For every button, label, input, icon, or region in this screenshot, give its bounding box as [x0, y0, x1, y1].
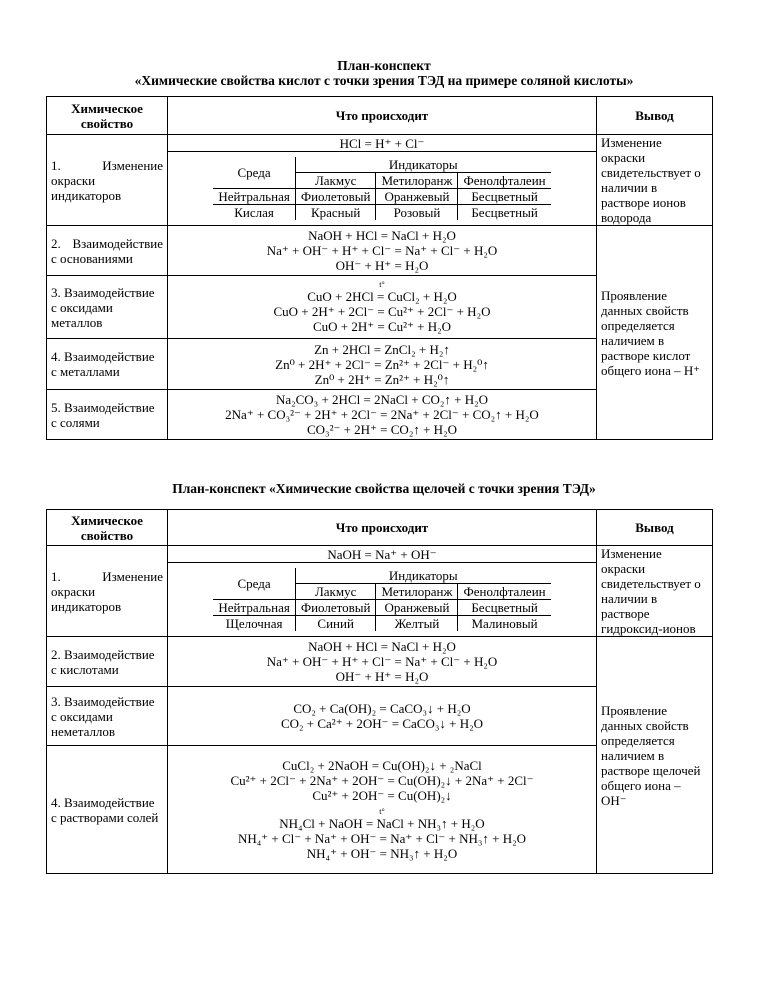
indicator-name: Фенолфталеин [458, 584, 551, 600]
indicators-header: Индикаторы [295, 568, 550, 584]
header-property: Химическое свойство [47, 97, 168, 135]
color-value: Фиолетовый [295, 600, 376, 616]
alkali-properties-table [46, 509, 713, 874]
conclusion-1: Изменение окраски свидетельствует о наличии в растворе ионов водорода [597, 135, 713, 226]
equation-line: CuO + 2H⁺ = Cu²⁺ + H₂O [312, 319, 452, 334]
property-1: 1. Изменение окраски индикаторов [47, 546, 168, 637]
color-value: Бесцветный [458, 600, 551, 616]
header-property: Химическое свойство [47, 510, 168, 546]
indicator-name: Лакмус [295, 173, 376, 189]
color-value: Желтый [376, 616, 458, 632]
equation-line: Na⁺ + OH⁻ + H⁺ + Cl⁻ = Na⁺ + Cl⁻ + H₂O [266, 243, 498, 258]
equation-line: CO₂ + Ca²⁺ + 2OH⁻ = CaCO₃↓ + H₂O [280, 716, 484, 731]
equation-line: CO₂ + Ca(OH)₂ = CaCO₃↓ + H₂O [293, 701, 471, 716]
indicator-cell [168, 563, 597, 637]
indicator-name: Метилоранж [376, 173, 458, 189]
equation-line: Zn + 2HCl = ZnCl₂ + H₂↑ [314, 341, 450, 357]
property-4: 4. Взаимодействие с металлами [47, 339, 168, 390]
equation-line: NH₄⁺ + OH⁻ = NH₃↑ + H₂O [306, 846, 458, 861]
conclusion-2: Проявление данных свойств определяется наличием в растворе щелочей общего иона – OH⁻ [597, 637, 713, 874]
equation-line: Zn⁰ + 2H⁺ = Zn²⁺ + H₂⁰↑ [314, 371, 450, 387]
medium-value: Нейтральная [213, 189, 295, 205]
property-2: 2. Взаимодействие с кислотами [47, 637, 168, 687]
equation-line: Cu²⁺ + 2Cl⁻ + 2Na⁺ + 2OH⁻ = Cu(OH)₂↓ + 2Na⁺ + 2Cl⁻ [230, 773, 534, 788]
doc2-title: План-конспект «Химические свойства щелочей с точки зрения ТЭД» [172, 481, 596, 496]
color-value: Фиолетовый [295, 189, 376, 205]
equations-2 [168, 226, 597, 276]
color-value: Оранжевый [376, 189, 458, 205]
equation-line: NaOH + HCl = NaCl + H₂O [308, 228, 456, 243]
doc1-title-line2: «Химические свойства кислот с точки зрения ТЭД на примере соляной кислоты» [134, 73, 634, 88]
equation-line: NH₄⁺ + Cl⁻ + Na⁺ + OH⁻ = Na⁺ + Cl⁻ + NH₃↑ + H₂O [237, 831, 527, 846]
color-value: Оранжевый [376, 600, 458, 616]
color-value: Малиновый [458, 616, 551, 632]
property-2: 2. Взаимодействие с основаниями [47, 226, 168, 276]
indicator-name: Лакмус [295, 584, 376, 600]
property-5: 5. Взаимодействие с солями [47, 390, 168, 440]
indicator-name: Метилоранж [376, 584, 458, 600]
equation-line: Na⁺ + OH⁻ + H⁺ + Cl⁻ = Na⁺ + Cl⁻ + H₂O [266, 654, 498, 669]
color-value: Бесцветный [458, 205, 551, 221]
equations-4 [168, 746, 597, 874]
color-value: Синий [295, 616, 376, 632]
equations-3 [168, 687, 597, 746]
temperature-mark: t° [379, 807, 385, 816]
equation-line: 2Na⁺ + CO₃²⁻ + 2H⁺ + 2Cl⁻ = 2Na⁺ + 2Cl⁻ + CO₂↑ + H₂O [225, 407, 539, 422]
equation-line: CuO + 2HCl = CuCl₂ + H₂O [307, 289, 457, 304]
header-what: Что происходит [168, 510, 597, 546]
equation-line: NaOH + HCl = NaCl + H₂O [308, 639, 456, 654]
equation-line: Zn⁰ + 2H⁺ + 2Cl⁻ = Zn²⁺ + 2Cl⁻ + H₂⁰↑ [275, 356, 489, 372]
equation-line: NH₄Cl + NaOH = NaCl + NH₃↑ + H₂O [279, 816, 485, 831]
medium-value: Кислая [213, 205, 295, 221]
equations-2 [168, 637, 597, 687]
equation-line: Cu²⁺ + 2OH⁻ = Cu(OH)₂↓ [312, 788, 452, 803]
equation-line: CuO + 2H⁺ + 2Cl⁻ = Cu²⁺ + 2Cl⁻ + H₂O [273, 304, 491, 319]
acid-properties-table [46, 96, 713, 440]
dissociation-equation: NaOH = Na⁺ + OH⁻ [168, 546, 597, 563]
header-conclusion: Вывод [597, 97, 713, 135]
equation-line: CO₃²⁻ + 2H⁺ = CO₂↑ + H₂O [307, 422, 457, 437]
conclusion-1: Изменение окраски свидетельствует о наличии в растворе гидроксид-ионов [597, 546, 713, 637]
indicator-cell [168, 152, 597, 226]
doc1-title-line1: План-конспект [337, 58, 431, 73]
equation-line: Na₂CO₃ + 2HCl = 2NaCl + CO₂↑ + H₂O [275, 392, 489, 407]
medium-header: Среда [213, 157, 295, 189]
property-3: 3. Взаимодействие с оксидами металлов [47, 276, 168, 339]
equations-4 [168, 339, 597, 390]
color-value: Бесцветный [458, 189, 551, 205]
color-value: Розовый [376, 205, 458, 221]
equation-line: CuCl₂ + 2NaOH = Cu(OH)₂↓ + ₂NaCl [282, 758, 482, 773]
header-conclusion: Вывод [597, 510, 713, 546]
indicator-name: Фенолфталеин [458, 173, 551, 189]
header-what: Что происходит [168, 97, 597, 135]
conclusion-2: Проявление данных свойств определяется наличием в растворе кислот общего иона – H⁺ [597, 226, 713, 440]
medium-value: Нейтральная [213, 600, 295, 616]
property-1: 1. Изменение окраски индикаторов [47, 135, 168, 226]
property-3: 3. Взаимодействие с оксидами неметаллов [47, 687, 168, 746]
temperature-mark: t° [379, 280, 385, 289]
equation-line: OH⁻ + H⁺ = H₂O [335, 669, 429, 684]
medium-header: Среда [213, 568, 295, 600]
indicator-table [213, 157, 550, 220]
medium-value: Щелочная [213, 616, 295, 632]
equation-line: OH⁻ + H⁺ = H₂O [335, 258, 429, 273]
equations-5 [168, 390, 597, 440]
property-4: 4. Взаимодействие с растворами солей [47, 746, 168, 874]
color-value: Красный [295, 205, 376, 221]
indicators-header: Индикаторы [295, 157, 550, 173]
indicator-table [213, 568, 550, 631]
dissociation-equation: HCl = H⁺ + Cl⁻ [168, 135, 597, 152]
equations-3 [168, 276, 597, 339]
